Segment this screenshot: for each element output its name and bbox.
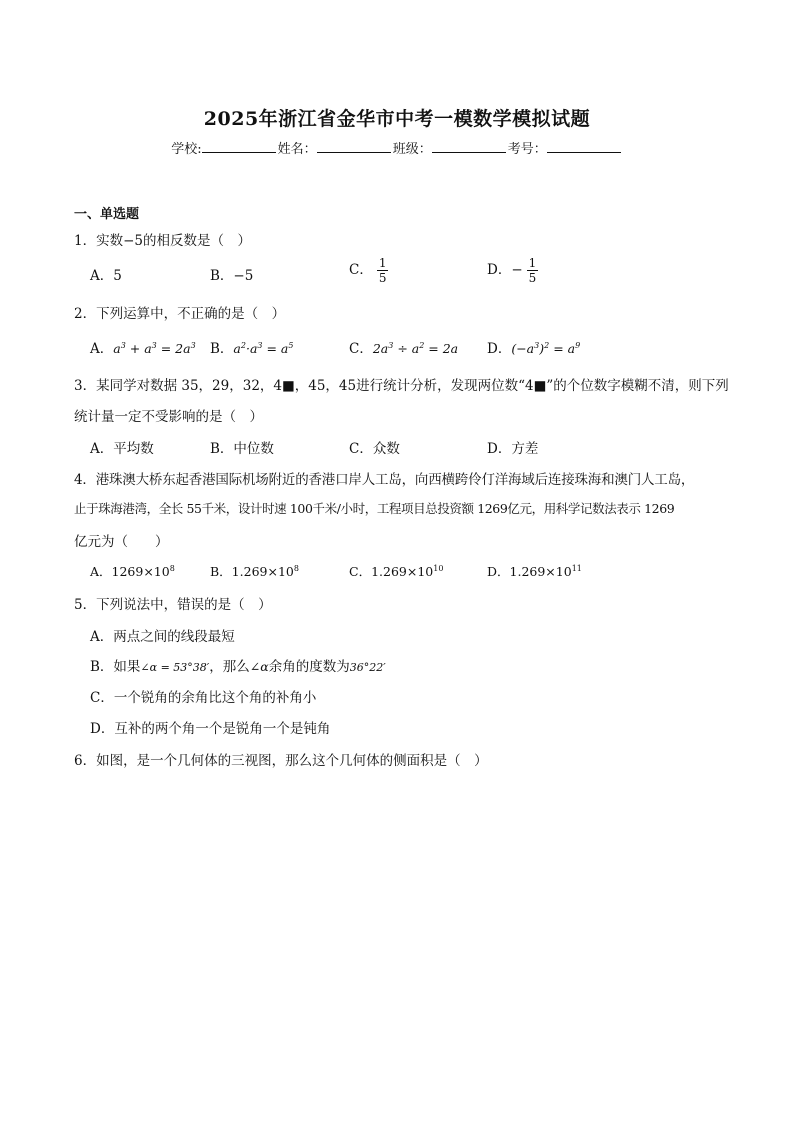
q4-option-a bbox=[90, 562, 175, 580]
q1-option-c bbox=[349, 256, 388, 285]
q5-option-a: A．两点之间的线段最短 bbox=[90, 629, 235, 645]
question-4-line-1: 4．港珠澳大桥东起香港国际机场附近的香港口岸人工岛，向西横跨伶仃洋海域后连接珠海和澳门人工岛， bbox=[74, 472, 695, 488]
q4-option-d bbox=[487, 562, 582, 580]
q2-option-b bbox=[210, 337, 293, 357]
q3-option-d: D．方差 bbox=[487, 441, 539, 457]
q1-d-numerator: 1 bbox=[528, 256, 537, 270]
q4-option-c-base: C．1.269×10 bbox=[349, 564, 434, 579]
class-blank[interactable] bbox=[432, 139, 506, 153]
q4-option-d-exponent: 11 bbox=[571, 564, 582, 573]
q2-option-b-formula: $a^2\cdot a^3 = a^5$ bbox=[233, 341, 294, 356]
q5-option-b-middle-2: 余角的度数为 bbox=[268, 659, 350, 675]
name-label: 姓名： bbox=[277, 142, 317, 157]
q1-option-d bbox=[487, 256, 538, 285]
section-heading: 一、单选题 bbox=[74, 207, 140, 222]
exam-no-label: 考号： bbox=[507, 142, 547, 157]
q1-option-d-fraction bbox=[527, 256, 539, 285]
q3-option-b: B．中位数 bbox=[210, 441, 274, 457]
q4-option-b bbox=[210, 562, 299, 580]
q1-c-numerator: 1 bbox=[378, 256, 387, 270]
q4-option-c-exponent: 10 bbox=[433, 564, 444, 573]
q1-option-d-prefix: D．− bbox=[487, 262, 523, 278]
question-4-line-2: 止于珠海港湾，全长 55千米，设计时速 100千米/小时，工程项目总投资额 1269亿元，用科学记数法表示 1269 bbox=[74, 501, 675, 516]
q2-option-a-prefix: A． bbox=[90, 341, 114, 357]
q3-option-c: C．众数 bbox=[349, 441, 400, 457]
q4-option-a-exponent: 8 bbox=[169, 564, 175, 573]
q5-option-b-value: 36°22′ bbox=[349, 661, 386, 674]
question-1-stem: 1．实数−5的相反数是（ ） bbox=[74, 233, 251, 249]
q4-option-b-exponent: 8 bbox=[293, 564, 299, 573]
q2-option-d-formula: $(-a^3)^2 = a^9$ bbox=[511, 341, 581, 356]
q2-option-d bbox=[487, 337, 580, 357]
q1-option-b: B．−5 bbox=[210, 268, 254, 284]
question-2-stem: 2．下列运算中，不正确的是（ ） bbox=[74, 306, 286, 322]
question-4-line-3: 亿元为（ ） bbox=[74, 534, 169, 550]
q5-option-b-angle-symbol: ∠α bbox=[249, 659, 269, 674]
question-3-line-2: 统计量一定不受影响的是（ ） bbox=[74, 409, 263, 425]
q1-option-c-prefix: C． bbox=[349, 262, 373, 278]
class-label: 班级： bbox=[392, 142, 432, 157]
q2-option-b-prefix: B． bbox=[210, 341, 234, 357]
exam-no-blank[interactable] bbox=[547, 139, 621, 153]
q5-option-d: D．互补的两个角一个是锐角一个是钝角 bbox=[90, 721, 331, 737]
q1-c-denominator: 5 bbox=[378, 271, 387, 285]
q5-option-b-angle: ∠α = 53°38′ bbox=[140, 661, 210, 674]
q5-option-b bbox=[90, 655, 386, 675]
q3-option-a: A．平均数 bbox=[90, 441, 154, 457]
name-blank[interactable] bbox=[317, 139, 391, 153]
q4-option-b-base: B．1.269×10 bbox=[210, 564, 294, 579]
q5-option-c: C．一个锐角的余角比这个角的补角小 bbox=[90, 690, 317, 706]
q4-option-a-base: A．1269×10 bbox=[90, 564, 170, 579]
question-5-stem: 5．下列说法中，错误的是（ ） bbox=[74, 597, 272, 613]
q5-option-b-middle: ，那么 bbox=[209, 659, 250, 675]
q2-option-a bbox=[90, 337, 196, 357]
question-3-line-1: 3．某同学对数据 35，29，32，4■，45，45进行统计分析，发现两位数“4■”的个位数字模糊不清，则下列 bbox=[74, 378, 729, 394]
q1-option-a: A．5 bbox=[90, 268, 122, 284]
page-title: 2025年浙江省金华市中考一模数学模拟试题 bbox=[203, 108, 591, 130]
q1-option-c-fraction bbox=[377, 256, 389, 285]
q1-d-denominator: 5 bbox=[528, 271, 537, 285]
school-label: 学校: bbox=[171, 142, 202, 157]
q2-option-c-prefix: C． bbox=[349, 341, 373, 357]
question-6-stem: 6．如图，是一个几何体的三视图，那么这个几何体的侧面积是（ ） bbox=[74, 753, 488, 769]
q2-option-c-formula: $2a^3 \div a^2 = 2a$ bbox=[372, 341, 459, 356]
q2-option-c bbox=[349, 337, 458, 357]
school-blank[interactable] bbox=[202, 139, 276, 153]
q4-option-d-base: D．1.269×10 bbox=[487, 564, 572, 579]
q5-option-b-prefix: B．如果 bbox=[90, 659, 141, 675]
q2-option-d-prefix: D． bbox=[487, 341, 512, 357]
q4-option-c bbox=[349, 562, 443, 580]
q2-option-a-formula: $a^3 + a^3 = 2a^3$ bbox=[113, 341, 196, 356]
student-info-line bbox=[0, 138, 794, 157]
